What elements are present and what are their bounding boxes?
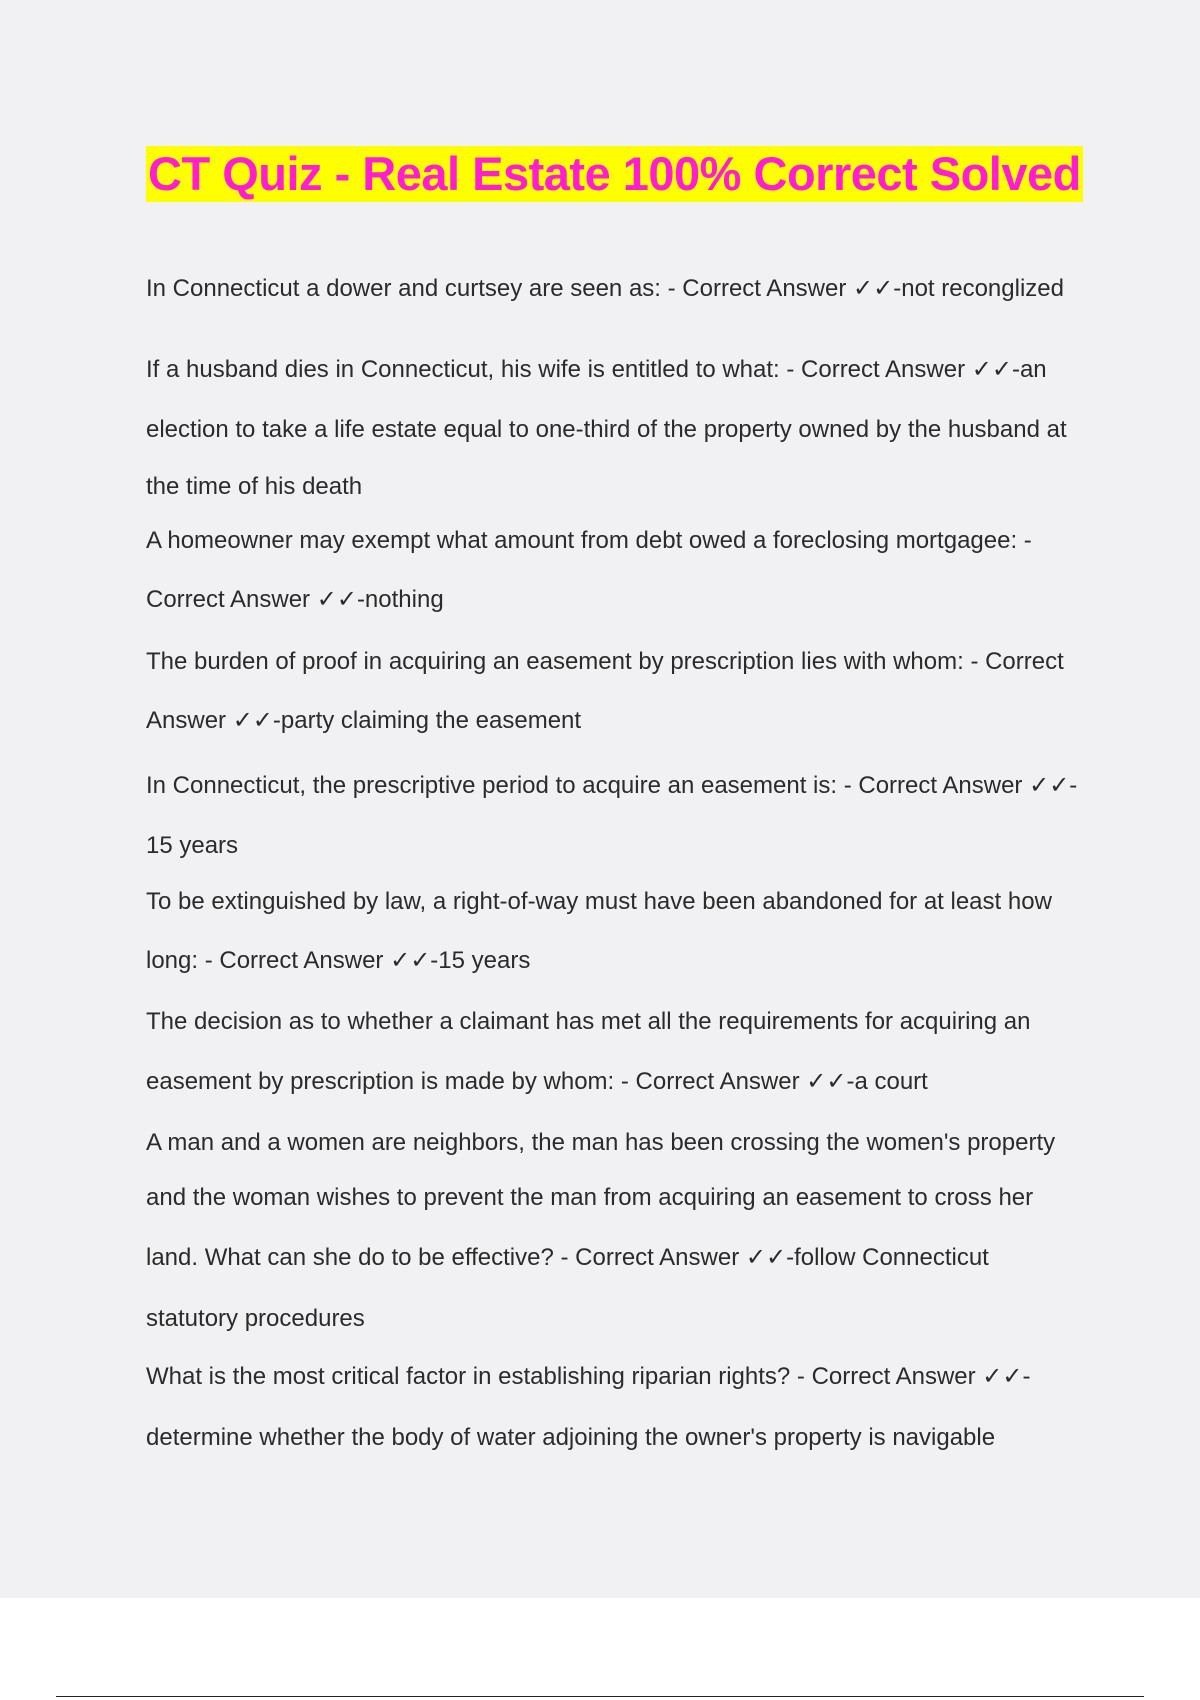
text-line: land. What can she do to be effective? - Correct Answer ✓✓-follow Connecticut — [146, 1244, 989, 1271]
text-line: A homeowner may exempt what amount from debt owed a foreclosing mortgagee: - — [146, 527, 1032, 554]
text-line: the time of his death — [146, 473, 363, 500]
text-line: easement by prescription is made by whom: - Correct Answer ✓✓-a court — [146, 1068, 928, 1095]
text-line: election to take a life estate equal to one-third of the property owned by the husband at — [146, 416, 1067, 443]
text-line: To be extinguished by law, a right-of-way must have been abandoned for at least how — [146, 888, 1052, 915]
text-line: statutory procedures — [146, 1305, 365, 1332]
text-line: The burden of proof in acquiring an easement by prescription lies with whom: - Correct — [146, 648, 1064, 675]
text-line: If a husband dies in Connecticut, his wife is entitled to what: - Correct Answer ✓✓-an — [146, 356, 1047, 383]
text-line: The decision as to whether a claimant has met all the requirements for acquiring an — [146, 1008, 1031, 1035]
text-line: long: - Correct Answer ✓✓-15 years — [146, 947, 531, 974]
footer-divider — [56, 1696, 1144, 1697]
document-title: CT Quiz - Real Estate 100% Correct Solved — [148, 147, 1081, 200]
text-line: determine whether the body of water adjoining the owner's property is navigable — [146, 1424, 996, 1451]
text-line: 15 years — [146, 832, 239, 859]
text-line: What is the most critical factor in establishing riparian rights? - Correct Answer ✓✓- — [146, 1363, 1031, 1390]
text-line: and the woman wishes to prevent the man from acquiring an easement to cross her — [146, 1184, 1034, 1211]
text-line: In Connecticut, the prescriptive period to acquire an easement is: - Correct Answer ✓✓- — [146, 772, 1078, 799]
text-line: Correct Answer ✓✓-nothing — [146, 586, 444, 613]
text-line: Answer ✓✓-party claiming the easement — [146, 707, 582, 734]
text-line: In Connecticut a dower and curtsey are seen as: - Correct Answer ✓✓-not reconglized — [146, 275, 1064, 302]
text-line: A man and a women are neighbors, the man has been crossing the women's property — [146, 1129, 1056, 1156]
